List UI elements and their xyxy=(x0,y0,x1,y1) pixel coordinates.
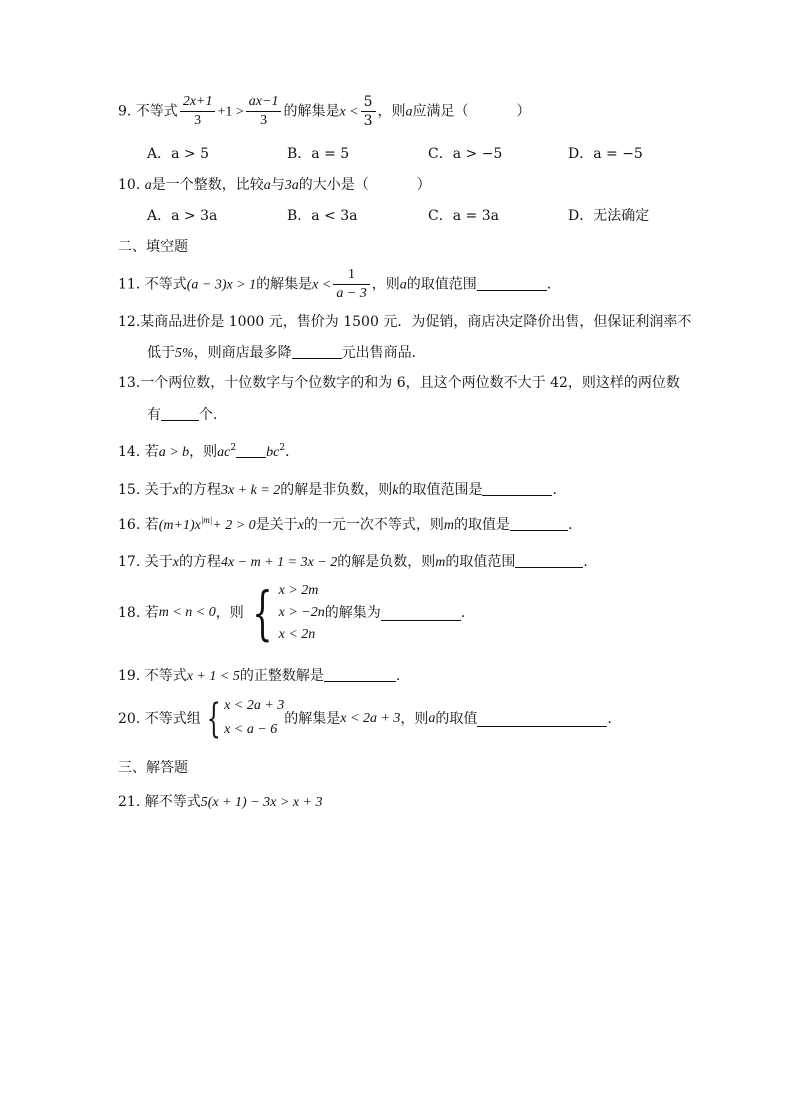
answer-blank[interactable] xyxy=(510,516,568,531)
question-11: 11. 不等式(a − 3)x > 1的解集是x < $\frac{1}{a - 3}$ ，则a的取值范围 . xyxy=(118,267,552,301)
question-number: 15. xyxy=(118,482,141,498)
question-10-option-b[interactable]: B．a < 3a xyxy=(287,208,358,224)
question-number: 11. xyxy=(118,276,141,293)
answer-blank[interactable] xyxy=(324,667,396,682)
fraction: $\frac{5}{3}$ xyxy=(361,95,376,128)
question-9-option-a[interactable]: A．a > 5 xyxy=(147,146,209,162)
question-9: 9. 不等式 $\frac{2x+1}{3}$ +1 > $\frac{ax-1}{3}$ 的解集是x < $\frac{5}{3}$ ，则a应满足（ ） xyxy=(118,94,531,129)
question-9-option-b[interactable]: B．a = 5 xyxy=(287,146,350,162)
question-10-option-d[interactable]: D．无法确定 xyxy=(568,208,650,224)
fraction: $\frac{ax-1}{3}$ xyxy=(246,95,282,128)
question-13: 13.一个两位数，十位数字与个位数字的和为 6，且这个两位数不大于 42，则这样的两位数 xyxy=(118,375,680,391)
question-20: 20. 不等式组 { x < 2a + 3 x < a − 6 的解集是x < 2a + 3，则a的取值 . xyxy=(118,696,612,742)
question-10-option-a[interactable]: A．a > 3a xyxy=(147,208,218,224)
inequality-system: { x < 2a + 3 x < a − 6 xyxy=(206,696,285,742)
question-number: 20. xyxy=(118,711,141,727)
question-number: 13. xyxy=(118,375,141,391)
question-18: 18. 若m < n < 0，则 { x > 2m x > −2n x < 2n 的解集为 . xyxy=(118,579,466,647)
question-12-line-2: 低于5%，则商店最多降 元出售商品． xyxy=(147,345,426,361)
question-number: 17. xyxy=(118,554,141,570)
question-number: 14. xyxy=(118,444,141,460)
question-number: 16. xyxy=(118,517,141,533)
question-number: 19. xyxy=(118,668,141,684)
question-number: 21. xyxy=(118,794,141,810)
inequality-system: { x > 2m x > −2n x < 2n xyxy=(252,579,325,647)
question-16: 16. 若$(m+1)x^{|m|}+ 2 > 0$是关于x的一元一次不等式，则m的取值是 . xyxy=(118,515,573,533)
question-15: 15. 关于x的方程3x + k = 2的解是非负数，则k的取值范围是 . xyxy=(118,482,557,498)
section-heading-solve: 三、解答题 xyxy=(118,760,188,776)
question-9-option-d[interactable]: D．a = −5 xyxy=(568,146,643,162)
answer-blank[interactable] xyxy=(236,443,266,458)
question-9-option-c[interactable]: C．a > −5 xyxy=(428,146,503,162)
question-10-option-c[interactable]: C．a = 3a xyxy=(428,208,499,224)
question-10: 10. a是一个整数，比较a与3a的大小是（ ） xyxy=(118,177,431,193)
answer-blank[interactable] xyxy=(515,553,583,568)
question-13-line-2: 有 个． xyxy=(147,407,227,423)
question-17: 17. 关于x的方程4x − m + 1 = 3x − 2的解是负数，则m的取值范围 . xyxy=(118,554,588,570)
answer-blank[interactable] xyxy=(477,276,547,291)
answer-blank[interactable] xyxy=(292,344,342,359)
question-21: 21. 解不等式5(x + 1) − 3x > x + 3 xyxy=(118,794,323,810)
question-number: 10. xyxy=(118,177,141,193)
fraction: $\frac{1}{a - 3}$ xyxy=(333,268,369,301)
question-number: 18. xyxy=(118,605,141,621)
question-number: 12. xyxy=(118,314,141,330)
question-12: 12.某商品进价是 1000 元，售价为 1500 元．为促销，商店决定降价出售，但保证利润率不 xyxy=(118,314,692,330)
question-number: 9. xyxy=(118,103,132,120)
fraction: $\frac{2x+1}{3}$ xyxy=(180,95,216,128)
answer-blank[interactable] xyxy=(477,712,607,727)
question-14: 14. 若a > b，则$ac^2$ $bc^2$． xyxy=(118,443,300,460)
answer-blank[interactable] xyxy=(381,606,461,621)
question-19: 19. 不等式x + 1 < 5的正整数解是 . xyxy=(118,668,401,684)
answer-blank[interactable] xyxy=(161,406,199,421)
answer-blank[interactable] xyxy=(482,481,552,496)
section-heading-fill-in: 二、填空题 xyxy=(118,239,188,255)
